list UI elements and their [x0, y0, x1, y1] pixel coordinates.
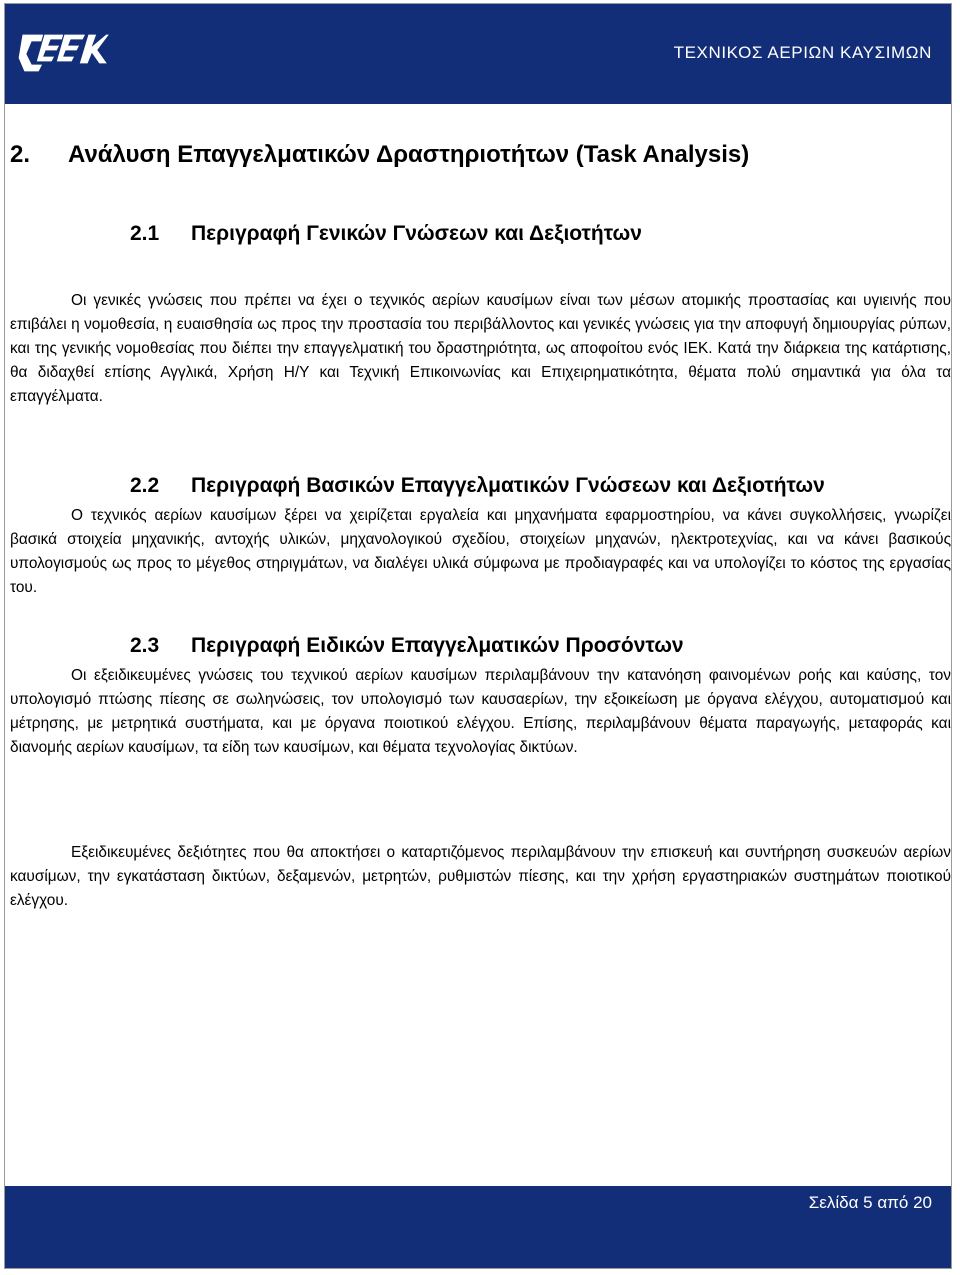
paragraph-basic-skills: Ο τεχνικός αερίων καυσίμων ξέρει να χειρίζεται εργαλεία και μηχανήματα εφαρμοστηρίου, να κάνει συγκολλήσεις, γνωρίζει βασικά στοιχεία μηχανικής, αντοχής υλικών, μηχανολογικού σχεδίου, στοιχείων μηχανών, ηλεκτροτεχνίας, και να κάνει βασικούς υπολογισμούς ως προς το μέγεθος στηριγμάτων, να διαλέγει υλικά σύμφωνα με προδιαγραφές και να υπολογίζει το κόστος της εργασίας του.	[10, 507, 951, 596]
section-number: 2.	[10, 141, 31, 168]
header-title: ΤΕΧΝΙΚΟΣ ΑΕΡΙΩΝ ΚΑΥΣΙΜΩΝ	[673, 43, 932, 62]
subsection-heading-2-3	[130, 634, 684, 658]
subsection-number: 2.3	[130, 634, 160, 657]
subsection-number: 2.2	[130, 474, 160, 497]
subsection-heading-2-1	[130, 222, 642, 246]
subsection-title: Περιγραφή Βασικών Επαγγελματικών Γνώσεων και Δεξιοτήτων	[191, 474, 825, 497]
section-title: Ανάλυση Επαγγελματικών Δραστηριοτήτων (Task Analysis)	[68, 141, 750, 168]
subsection-title: Περιγραφή Ειδικών Επαγγελματικών Προσόντων	[191, 634, 684, 657]
paragraph-special-knowledge: Οι εξειδικευμένες γνώσεις του τεχνικού αερίων καυσίμων περιλαμβάνουν την κατανόηση φαινομένων ροής και καύσης, τον υπολογισμό πτώσης πίεσης σε σωληνώσεις, τον υπολογισμό των καυσαερίων, την εξοικείωση με όργανα ελέγχου, αυτοματισμού και μέτρησης, με μετρητικά συστήματα, και με όργανα ποιοτικού ελέγχου. Επίσης, περιλαμβάνουν θέματα παραγωγής, μεταφοράς και διανομής αερίων καυσίμων, τα είδη των καυσίμων, και θέματα τεχνολογίας δικτύων.	[10, 667, 951, 756]
page-number: Σελίδα 5 από 20	[808, 1193, 932, 1212]
ceek-logo	[18, 30, 110, 76]
section-heading	[10, 141, 749, 169]
subsection-title: Περιγραφή Γενικών Γνώσεων και Δεξιοτήτων	[191, 222, 642, 245]
subsection-number: 2.1	[130, 222, 160, 245]
subsection-heading-2-2	[130, 474, 825, 498]
logo-text: CEEK	[18, 30, 21, 31]
paragraph-general-skills: Οι γενικές γνώσεις που πρέπει να έχει ο τεχνικός αερίων καυσίμων είναι των μέσων ατομικής προστασίας και υγιεινής που επιβάλει η νομοθεσία, η ευαισθησία ως προς την προστασία του περιβάλλοντος και γενικές γνώσεις για την αποφυγή δημιουργίας ρύπων, και της γενικής νομοθεσίας που διέπει την επαγγελματική του δραστηριότητα, ως αποφοίτου ενός ΙΕΚ. Κατά την διάρκεια της κατάρτισης, θα διδαχθεί επίσης Αγγλικά, Χρήση Η/Υ και Τεχνική Επικοινωνίας και Επιχειρηματικότητα, θέματα πολύ σημαντικά για όλα τα επαγγέλματα.	[10, 292, 951, 405]
paragraph-special-skills: Εξειδικευμένες δεξιότητες που θα αποκτήσει ο καταρτιζόμενος περιλαμβάνουν την επισκευή και συντήρηση συσκευών αερίων καυσίμων, την εγκατάσταση δικτύων, δεξαμενών, μετρητών, ρυθμιστών πίεσης, και την χρήση εργαστηριακών συστημάτων ποιοτικού ελέγχου.	[10, 844, 951, 909]
